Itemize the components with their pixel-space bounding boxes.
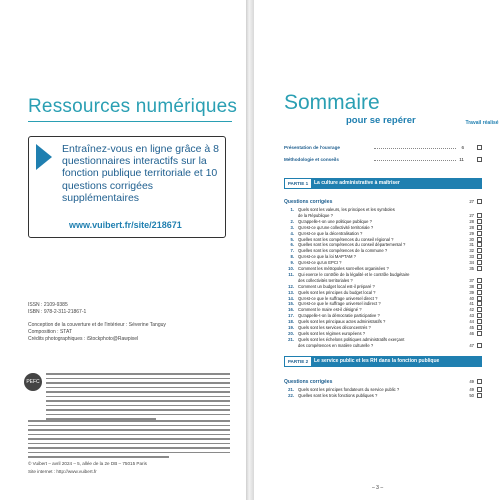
checkbox[interactable] [477,225,482,230]
question-page: 45 [469,325,474,330]
question-number: 22. [288,393,294,398]
question-number: 12. [288,283,294,289]
checkbox[interactable] [477,248,482,253]
resources-link[interactable]: www.vuibert.fr/site/218671 [69,220,182,230]
question-page: 44 [469,319,474,325]
question-number: 10. [288,266,294,271]
question-number: 14. [288,295,294,301]
question-number: 3. [290,224,294,230]
question-text: Quelles sont les trois fonctions publiques ? [298,393,378,398]
checkbox[interactable] [477,278,482,283]
checkbox[interactable] [477,266,482,271]
question-page: 40 [469,295,474,301]
page-number: – 3 – [372,485,384,491]
checkbox[interactable] [477,237,482,242]
question-text: Qu'est-ce que le suffrage universel indirect ? [298,301,381,307]
question-number: 21. [288,387,294,392]
checkbox[interactable] [477,231,482,236]
checkbox[interactable] [477,219,482,224]
checkbox[interactable] [477,296,482,301]
checkbox[interactable] [477,307,482,312]
question-number: 11. [288,271,294,277]
question-page: 33 [469,254,474,260]
resources-title: Ressources numériques [28,96,238,117]
checkbox[interactable] [477,379,482,384]
checkbox[interactable] [477,284,482,289]
question-page: 32 [469,248,474,254]
question-text: Quels sont les principaux actes administratifs ? [298,319,386,325]
question-text: Comment les métropoles sont-elles organisées ? [298,266,389,271]
checkbox[interactable] [477,325,482,330]
checkbox[interactable] [477,242,482,247]
publisher-site: Site internet : http://www.vuibert.fr [28,469,97,474]
checkbox[interactable] [477,260,482,265]
question-text: Qu'est-ce que la décentralisation ? [298,230,363,236]
question-number: 2. [290,218,294,224]
question-page: 34 [469,260,474,266]
question-text: de la République ? [298,212,333,218]
question-text: Qu'appelle-t-on la démocratie participative ? [298,313,380,319]
question-number: 15. [288,301,294,307]
part-title: La culture administrative à maîtriser [314,180,400,186]
summary-title: Sommaire [284,91,380,114]
checkbox[interactable] [477,213,482,218]
right-page: Sommaire pour se repérer Travail réalisé Présentation de l'ouvrage 6 Méthodologie et conseils 11 PARTIE 1 La culture administrative à maîtriser Questions corrigées 27 1. Quels sont les valeurs, les principes et les symboles de la République ? 27 2. Qu'appelle-t-on une politique publique ? 28 3. Qu'est-ce qu'une collectivité territoriale ? 28 4. Qu'est-ce que la décentralisation ? 29 5. Quelles sont les compétences du conseil régional ? 30 6. Quelles sont les compétences du conseil départemental ? 31 7. Quelles sont les compétences de la commune ? 32 8. Qu'est-ce que la loi MAPTAM ? 33 9. Qu'est-ce qu'un EPCI ? 34 10. Comment les métropoles sont-elles organisées ? 35 11. Qui exerce le contrôle de la légalité et le contrôle budgétaire des collectivités territoriales ? 37 12. Comment un budget local est-il préparé ? 38 13. Quels sont les principes du budget local ? 39 14. Qu'est-ce que le suffrage universel direct ? 40 15. Qu'est-ce que le suffrage universel indirect ? 41 16. Comment le maire est-il désigné ? 42 17. Qu'appelle-t-on la démocratie participative ? 43 18. Quels sont les principaux actes administratifs ? 44 19. Quels sont les services déconcentrés ? 45 20. Quels sont les régimes européens ? 46 21. Quels sont les échelons politiques administratifs exerçant des compétences en matière culturelle ? 47 PARTIE 2 Le service public et les RH dans la fonction publique Questions corrigées 49 21. Quels sont les principes fondateurs du service public ? 49 22. Quelles sont les trois fonctions publiques ? 50 – 3 – [254,0,500,500]
part-tag: PARTIE 2 [285,357,311,366]
book-gutter [246,0,254,500]
question-page: 42 [469,307,474,313]
question-page: 43 [469,313,474,319]
question-number: 7. [290,248,294,254]
question-number: 1. [290,207,294,212]
checkbox[interactable] [477,199,482,204]
online-resources-box[interactable] [28,136,226,238]
part-1-header [284,178,482,189]
question-text: Qu'appelle-t-on une politique publique ? [298,218,372,224]
question-text: Qu'est-ce qu'un EPCI ? [298,260,342,266]
question-number: 19. [288,325,294,330]
photo-credit: Crédits photographiques : iStockphoto@Rawpixel [28,336,139,342]
question-text: Qu'est-ce que le suffrage universel direct ? [298,295,378,301]
question-page: 28 [469,218,474,224]
question-text: Comment le maire est-il désigné ? [298,307,362,313]
checkbox[interactable] [477,331,482,336]
isbn: ISBN : 978-2-311-21867-1 [28,309,87,315]
checkbox[interactable] [477,343,482,348]
question-page: 46 [469,330,474,336]
checkbox[interactable] [477,319,482,324]
checkbox[interactable] [477,157,482,162]
part-title: Le service public et les RH dans la fonction publique [314,358,440,364]
question-page: 29 [469,230,474,236]
question-text: Quelles sont les compétences du conseil régional ? [298,236,394,242]
question-page: 39 [469,289,474,295]
question-text: des compétences en matière culturelle ? [298,342,374,348]
question-number: 8. [290,254,294,260]
question-page: 31 [469,242,474,248]
question-page: 38 [469,283,474,289]
question-text: des collectivités territoriales ? [298,277,353,283]
question-text: Quels sont les valeurs, les principes et les symboles [298,207,395,212]
toc-intro-methodology[interactable]: Méthodologie et conseils 11 [284,157,464,162]
title-rule [28,121,232,122]
checkbox[interactable] [477,387,482,392]
checkbox[interactable] [477,145,482,150]
question-number: 5. [290,236,294,242]
question-page: 49 [469,387,474,392]
checkbox[interactable] [477,301,482,306]
question-page: 27 [469,212,474,218]
questions-heading: Questions corrigées [284,199,333,205]
questions-heading: Questions corrigées [284,379,333,385]
question-number: 4. [290,230,294,236]
checkbox[interactable] [477,290,482,295]
promo-text: Entraînez-vous en ligne grâce à 8 questionnaires interactifs sur la fonction publique territoriale et 10 questions corrigées supplémentaires [62,143,220,204]
copyright-notice-block [28,420,230,461]
question-page: 30 [469,236,474,242]
question-text: Quels sont les principes fondateurs du service public ? [298,387,400,392]
question-page: 41 [469,301,474,307]
question-text: Qu'est-ce qu'une collectivité territoriale ? [298,224,374,230]
question-number: 20. [288,330,294,336]
composition-credit: Composition : STAT [28,329,72,335]
design-credit: Conception de la couverture et de l'intérieur : Séverine Tanguy [28,322,166,328]
checkbox[interactable] [477,313,482,318]
question-text: Qui exerce le contrôle de la légalité et le contrôle budgétaire [298,271,410,277]
toc-intro-presentation[interactable]: Présentation de l'ouvrage 6 [284,145,464,150]
question-text: Quels sont les régimes européens ? [298,330,366,336]
question-text: Quels sont les échelons politiques administratifs exerçant [298,336,405,342]
question-text: Quelles sont les compétences du conseil départemental ? [298,242,406,248]
part-2-header [284,356,482,367]
question-number: 6. [290,242,294,248]
legal-notice-block [46,373,230,423]
work-done-header: Travail réalisé [465,120,499,126]
question-number: 21. [288,336,294,342]
pefc-logo: PEFC [24,373,42,391]
summary-subtitle: pour se repérer [346,115,416,126]
question-text: Quels sont les principes du budget local ? [298,289,376,295]
question-page: 50 [469,393,474,398]
question-number: 17. [288,313,294,319]
question-page: 28 [469,224,474,230]
checkbox[interactable] [477,393,482,398]
left-page [0,0,246,500]
part-tag: PARTIE 1 [285,179,311,188]
question-text: Comment un budget local est-il préparé ? [298,283,375,289]
play-arrow-icon [36,144,52,170]
question-page: 37 [469,277,474,283]
question-text: Quelles sont les compétences de la commune ? [298,248,388,254]
question-page: 35 [469,266,474,271]
question-page: 47 [469,342,474,348]
question-text: Quels sont les services déconcentrés ? [298,325,371,330]
question-number: 13. [288,289,294,295]
checkbox[interactable] [477,254,482,259]
question-number: 18. [288,319,294,325]
issn: ISSN : 2109-9385 [28,302,68,308]
publisher-line: © Vuibert – avril 2024 – 5, allée de la 2e DB – 75015 Paris [28,461,147,466]
question-text: Qu'est-ce que la loi MAPTAM ? [298,254,356,260]
question-number: 9. [290,260,294,266]
question-number: 16. [288,307,294,313]
